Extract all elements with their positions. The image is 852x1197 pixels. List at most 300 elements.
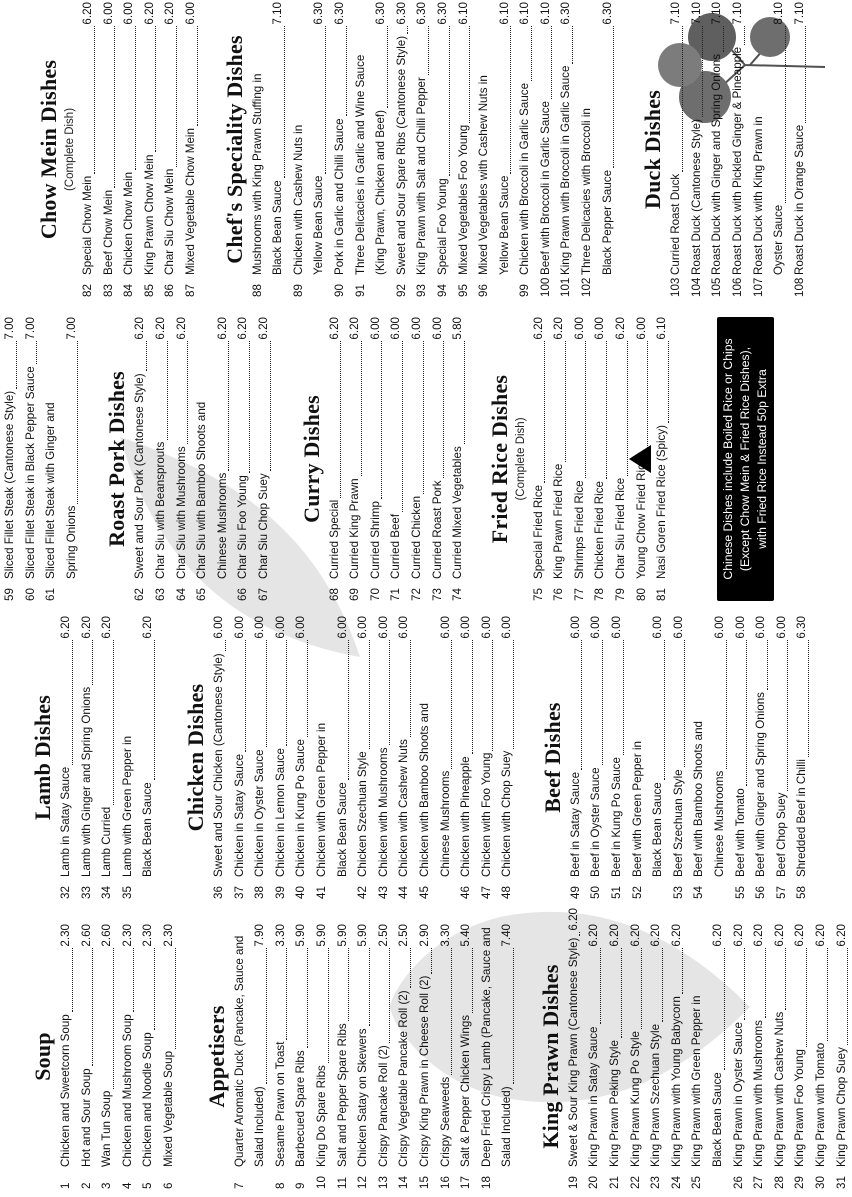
item-name: Lamb with Green Pepper in [120, 735, 134, 877]
item-price: 6.00 [500, 616, 514, 639]
rice-notice-banner [717, 317, 774, 601]
item-price: 6.20 [752, 924, 766, 947]
item-number: 22 [628, 1176, 642, 1189]
item-name: King Prawn Szechuan Style [649, 1023, 663, 1167]
item-name: Curried Shrimp [368, 501, 382, 579]
item-price: 6.00 [593, 317, 607, 340]
item-price: 7.00 [3, 317, 16, 340]
item-name: Quarter Aromatic Duck (Pancake, Sauce and [232, 935, 246, 1167]
menu-item-continued [371, 2, 392, 297]
item-price: 6.00 [273, 616, 287, 639]
item-name: Curried Roast Duck [669, 173, 683, 275]
item-name-continued: Black Bean Sauce [271, 180, 285, 275]
item-price: 6.20 [772, 924, 786, 947]
section-title: Chicken Dishes [182, 683, 208, 832]
item-number: 26 [731, 1176, 745, 1189]
menu-item [529, 317, 550, 601]
menu-item [577, 2, 598, 297]
item-price: 6.00 [397, 616, 411, 639]
dot-leader [389, 640, 390, 746]
item-number: 35 [120, 886, 134, 899]
menu-item [291, 616, 312, 899]
item-name: Roast Duck with Pickled Ginger & Pineapple [731, 46, 745, 275]
item-name-continued: Salad Included) [500, 1086, 514, 1167]
item-price: 7.10 [689, 2, 703, 25]
menu-item [138, 924, 159, 1189]
item-number: 63 [153, 588, 167, 601]
item-name: Chicken with Green Pepper in [314, 722, 328, 877]
menu-item [687, 924, 708, 1189]
menu-item [728, 2, 749, 297]
dot-leader [167, 341, 168, 440]
item-number: 59 [3, 588, 16, 601]
item-name: King Prawn with Broccoli in Garlic Sauce [559, 65, 573, 275]
menu-item [0, 317, 21, 601]
section-title: Chow Mein Dishes [36, 59, 61, 240]
item-number: 65 [195, 588, 209, 601]
menu-item [345, 317, 366, 601]
menu-item [250, 616, 271, 899]
dot-leader [423, 341, 424, 494]
item-name: Char Siu with Mushrooms [174, 446, 188, 579]
item-number: 23 [649, 1176, 663, 1189]
menu-item [415, 924, 436, 1189]
item-number: 18 [479, 1176, 493, 1189]
item-number: 9 [294, 1182, 308, 1189]
dot-leader [92, 948, 93, 1067]
dot-leader [266, 948, 267, 1085]
menu-item [477, 616, 498, 899]
menu-item [291, 924, 312, 1189]
item-number: 43 [376, 886, 390, 899]
item-name: Roast Duck (Cantonese Style) [689, 119, 703, 275]
dot-leader [369, 640, 370, 750]
menu-item [515, 2, 536, 297]
item-number: 21 [608, 1176, 622, 1189]
item-name: Beef with Green Pepper in [630, 741, 644, 877]
item-number: 38 [253, 886, 267, 899]
item-name: Mixed Vegetable Chow Mein [183, 128, 197, 275]
item-name: Char Siu Fried Rice [614, 477, 628, 579]
item-name: Beef with Broccoli in Garlic Sauce [538, 101, 552, 275]
item-number: 31 [834, 1176, 848, 1189]
item-number: 85 [142, 284, 156, 297]
item-price: 6.00 [232, 616, 246, 639]
item-price: 7.90 [253, 924, 267, 947]
item-price: 5.80 [451, 317, 465, 340]
item-name: King Prawn Chop Suey [834, 1047, 848, 1167]
menu-item [666, 2, 687, 297]
item-name: Lamb with Ginger and Spring Onions [79, 686, 93, 877]
dot-leader [472, 948, 473, 1013]
item-number: 25 [690, 1176, 704, 1189]
item-name: Sweet & Sour King Prawn (Cantonese Style) [566, 937, 580, 1167]
item-name-continued: Black Bean Sauce [711, 1072, 725, 1167]
item-price: 6.20 [814, 924, 827, 947]
item-price: 6.20 [628, 924, 642, 947]
menu-item-continued [497, 924, 518, 1189]
dot-leader [682, 26, 683, 172]
dot-leader [266, 640, 267, 748]
menu-section [36, 2, 202, 297]
dot-leader [346, 26, 347, 117]
item-number: 80 [634, 588, 648, 601]
menu-item [151, 317, 172, 601]
item-price: 6.00 [368, 317, 382, 340]
item-number: 41 [314, 886, 328, 899]
item-price: 2.50 [397, 924, 411, 947]
menu-item [271, 924, 292, 1189]
dot-leader [133, 948, 134, 1013]
menu-item [433, 2, 454, 297]
item-price: 7.00 [23, 317, 37, 340]
dot-leader [325, 26, 326, 174]
item-price: 6.00 [376, 616, 390, 639]
item-name: Beef Chow Mein [101, 189, 115, 275]
item-name: Chicken in Satay Sauce [232, 753, 246, 877]
menu-column [0, 908, 848, 1189]
menu-section [204, 924, 518, 1189]
item-number: 55 [733, 886, 747, 899]
item-number: 17 [459, 1176, 473, 1189]
menu-section [540, 616, 813, 899]
dot-leader [668, 341, 669, 423]
item-name: Beef Chop Suey [774, 792, 788, 877]
item-name: Roast Duck with King Prawn in [751, 116, 765, 275]
menu-item [97, 924, 118, 1189]
item-name: Chicken Satay on Skewers [356, 1028, 370, 1167]
item-price: 7.10 [731, 2, 745, 25]
menu-item [374, 924, 395, 1189]
item-price: 6.30 [600, 2, 614, 25]
item-price: 6.00 [183, 2, 197, 25]
item-price: 7.00 [64, 317, 78, 340]
item-price: 6.20 [256, 317, 270, 340]
menu-item [456, 616, 477, 899]
dot-leader [746, 640, 747, 787]
menu-item [330, 2, 351, 297]
item-number: 2 [79, 1182, 93, 1189]
menu-item [271, 616, 292, 899]
item-number: 60 [23, 588, 37, 601]
menu-item [586, 616, 607, 899]
menu-item [729, 924, 750, 1189]
menu-item [454, 2, 475, 297]
item-name: Crispy Vegetable Pancake Roll (2) [397, 990, 411, 1167]
dot-leader [682, 948, 683, 995]
banner-line: (Except Chow Mein & Fried Rice Dishes), [737, 346, 752, 572]
dot-leader [449, 26, 450, 177]
item-name: Nasi Goren Fried Rice (Spicy) [655, 425, 669, 579]
item-name-continued: Black Pepper Sauce [600, 169, 614, 275]
menu-item [549, 317, 570, 601]
dot-leader [723, 26, 724, 52]
item-number: 76 [552, 588, 566, 601]
menu-item [99, 2, 120, 297]
item-name: King Prawn Peking Style [608, 1040, 622, 1167]
dot-leader [787, 640, 788, 791]
menu-item [353, 924, 374, 1189]
item-number: 88 [250, 284, 264, 297]
menu-item-continued [710, 616, 731, 899]
item-price: 6.20 [348, 317, 362, 340]
item-number: 8 [273, 1182, 287, 1189]
item-price: 6.20 [531, 317, 545, 340]
dot-leader [492, 640, 493, 751]
item-number: 104 [689, 277, 703, 297]
menu-item [312, 616, 333, 899]
dot-leader [431, 948, 432, 974]
menu-item-continued [250, 924, 271, 1189]
menu-item [590, 317, 611, 601]
item-name: Chicken with Broccoli in Garlic Sauce [518, 82, 532, 275]
item-name: Hot and Sour Soup [79, 1068, 93, 1167]
dot-leader [381, 341, 382, 499]
item-price: 6.00 [430, 317, 444, 340]
item-number: 44 [397, 886, 411, 899]
menu-item [233, 317, 254, 601]
item-name: Pork in Garlic and Chilli Sauce [332, 118, 346, 275]
menu-item-continued [495, 2, 516, 297]
item-name-continued: Spring Onions [64, 505, 78, 579]
item-name: Crispy King Prawn in Cheese Roll (2) [417, 975, 431, 1167]
item-number: 103 [669, 277, 683, 297]
menu-item [628, 616, 649, 899]
item-number: 77 [572, 588, 586, 601]
dot-leader [806, 948, 807, 1047]
item-price: 7.10 [669, 2, 683, 25]
item-price: 2.90 [417, 924, 431, 947]
item-price: 6.20 [59, 616, 72, 639]
item-price: 6.30 [435, 2, 449, 25]
menu-item [456, 924, 477, 1189]
item-price: 2.50 [376, 924, 390, 947]
item-price: 6.00 [122, 2, 136, 25]
item-name: Sesame Prawn on Toast [273, 1041, 287, 1167]
item-number: 24 [669, 1176, 683, 1189]
item-name: Young Chow Fried Rice [634, 457, 648, 579]
item-number: 14 [397, 1176, 411, 1189]
item-number: 19 [566, 1176, 580, 1189]
item-name: Beef in Kung Po Sauce [610, 757, 624, 877]
item-price: 8.10 [772, 2, 786, 25]
dot-leader [94, 26, 95, 174]
dot-leader [113, 948, 114, 1089]
dot-leader [805, 26, 806, 123]
menu-item [172, 317, 193, 601]
item-price: 6.10 [456, 2, 470, 25]
menu-item [731, 616, 752, 899]
menu-item-continued [708, 924, 729, 1189]
item-name-continued: Chinese Mushrooms [438, 770, 452, 877]
item-name-continued: Yellow Bean Sauce [312, 175, 326, 275]
dot-leader [513, 948, 514, 1085]
item-price: 6.20 [79, 616, 93, 639]
item-price: 6.20 [133, 317, 147, 340]
menu-item [351, 2, 372, 297]
item-price: 6.20 [587, 924, 601, 947]
item-number: 16 [438, 1176, 452, 1189]
item-number: 84 [122, 284, 136, 297]
dot-leader [270, 341, 271, 472]
menu-item [392, 2, 413, 297]
item-price: 6.00 [459, 616, 473, 639]
dot-leader [249, 341, 250, 474]
item-name: Special Foo Young [435, 178, 449, 275]
dot-leader [407, 26, 408, 34]
item-price: 6.00 [335, 616, 349, 639]
item-number: 51 [610, 886, 624, 899]
item-name: Char Siu with Beansprouts [153, 441, 167, 579]
item-name: King Prawn with Salt and Chilli Pepper [415, 77, 429, 275]
section-title: King Prawn Dishes [537, 964, 563, 1149]
section-title: Beef Dishes [539, 702, 565, 813]
item-number: 30 [814, 1176, 827, 1189]
dot-leader [472, 640, 473, 755]
dot-leader [36, 341, 37, 365]
item-name-continued: Yellow Bean Sauce [497, 175, 511, 275]
item-price: 6.20 [153, 317, 167, 340]
menu-item [407, 317, 428, 601]
item-number: 11 [335, 1176, 349, 1189]
item-price: 6.20 [236, 317, 250, 340]
item-name: King Prawn with Tomato [814, 1042, 827, 1167]
menu-item [119, 2, 140, 297]
item-price: 6.00 [211, 616, 225, 639]
item-number: 42 [356, 886, 370, 899]
dot-leader [662, 948, 663, 1022]
menu-item [77, 924, 98, 1189]
item-number: 95 [456, 284, 470, 297]
item-name: Mixed Vegetables Foo Young [456, 124, 470, 275]
section-subtitle: (Complete Dish) [64, 107, 76, 192]
menu-item [626, 924, 647, 1189]
item-price: 2.60 [79, 924, 93, 947]
dot-leader [176, 26, 177, 167]
menu-item [566, 616, 587, 899]
menu-item-continued [268, 2, 289, 297]
dot-leader [16, 341, 17, 389]
menu-item [333, 924, 354, 1189]
menu-section [0, 317, 82, 601]
item-number: 79 [614, 588, 628, 601]
dot-leader [827, 948, 828, 1041]
item-number: 99 [518, 284, 532, 297]
item-price: 6.00 [568, 616, 582, 639]
item-price: 3.30 [438, 924, 452, 947]
item-name: King Do Spare Ribs [314, 1065, 328, 1167]
menu-item [669, 616, 690, 899]
menu-item [394, 616, 415, 899]
menu-item [751, 616, 772, 899]
item-number: 13 [376, 1176, 390, 1189]
dot-leader [621, 948, 622, 1038]
dot-leader [510, 26, 511, 174]
item-number: 68 [327, 588, 341, 601]
item-number: 90 [332, 284, 346, 297]
item-name: Sweet and Sour Chicken (Cantonese Style) [211, 653, 225, 877]
menu-item [41, 317, 62, 601]
menu-item [749, 2, 770, 297]
menu-item [312, 924, 333, 1189]
item-number: 32 [59, 886, 72, 899]
item-number: 86 [163, 284, 177, 297]
item-name: Curried King Prawn [348, 478, 362, 579]
item-price: 6.00 [754, 616, 768, 639]
item-name: Special Fried Rice [531, 484, 545, 579]
item-number: 87 [183, 284, 197, 297]
item-price: 5.90 [356, 924, 370, 947]
menu-section [640, 2, 810, 297]
item-price: 6.00 [733, 616, 747, 639]
item-number: 57 [774, 886, 788, 899]
item-price: 6.30 [332, 2, 346, 25]
item-number: 33 [79, 886, 93, 899]
menu-item [749, 924, 770, 1189]
item-number: 66 [236, 588, 250, 601]
item-number: 69 [348, 588, 362, 601]
item-name: Char Siu Chow Mein [163, 168, 177, 275]
item-number: 10 [314, 1176, 328, 1189]
item-name-continued: (King Prawn, Chicken and Beef) [374, 110, 388, 275]
item-number: 15 [417, 1176, 431, 1189]
item-price: 6.00 [671, 616, 685, 639]
item-number: 6 [161, 1182, 175, 1189]
item-number: 102 [580, 277, 594, 297]
item-name: Sweet and Sour Spare Ribs (Cantonese Style) [394, 35, 408, 275]
item-price: 6.20 [552, 317, 566, 340]
menu-column [0, 2, 836, 297]
item-name: Char Siu with Bamboo Shoots and [195, 401, 209, 579]
item-name: King Prawn with Green Pepper in [690, 995, 704, 1167]
menu-item-continued [333, 616, 354, 899]
item-price: 5.90 [335, 924, 349, 947]
item-name: Barbecued Spare Ribs [294, 1050, 308, 1167]
item-price: 6.20 [649, 924, 663, 947]
menu-item-continued [138, 616, 159, 899]
item-name: Chicken in Kung Po Sauce [294, 739, 308, 877]
dot-leader [154, 640, 155, 781]
item-price: 6.20 [100, 616, 114, 639]
item-number: 58 [795, 886, 809, 899]
item-name: Chicken with Cashew Nuts [397, 739, 411, 877]
item-price: 6.00 [438, 616, 452, 639]
menu-item [366, 317, 387, 601]
item-price: 6.20 [327, 317, 341, 340]
item-name: Curried Roast Pork [430, 480, 444, 579]
item-name: Sliced Fillet Steak with Ginger and [44, 402, 58, 579]
dot-leader [286, 640, 287, 747]
dot-leader [387, 26, 388, 108]
menu-item [248, 2, 269, 297]
item-number: 67 [256, 588, 270, 601]
menu-item [97, 616, 118, 899]
item-name: Chicken in Lemon Sauce [273, 748, 287, 877]
item-name: King Prawn Kung Po Style [628, 1031, 642, 1167]
item-price: 6.30 [559, 2, 573, 25]
item-number: 92 [394, 284, 408, 297]
item-number: 71 [389, 588, 403, 601]
dot-leader [581, 640, 582, 770]
menu-item [21, 317, 42, 601]
section-title: Chef's Speciality Dishes [221, 35, 247, 264]
menu-section [537, 908, 852, 1189]
item-number: 40 [294, 886, 308, 899]
item-name: Deep Fried Crispy Lamb (Pancake, Sauce and [479, 927, 493, 1167]
dot-leader [647, 341, 648, 456]
dot-leader [402, 341, 403, 512]
item-price: 6.20 [608, 924, 622, 947]
